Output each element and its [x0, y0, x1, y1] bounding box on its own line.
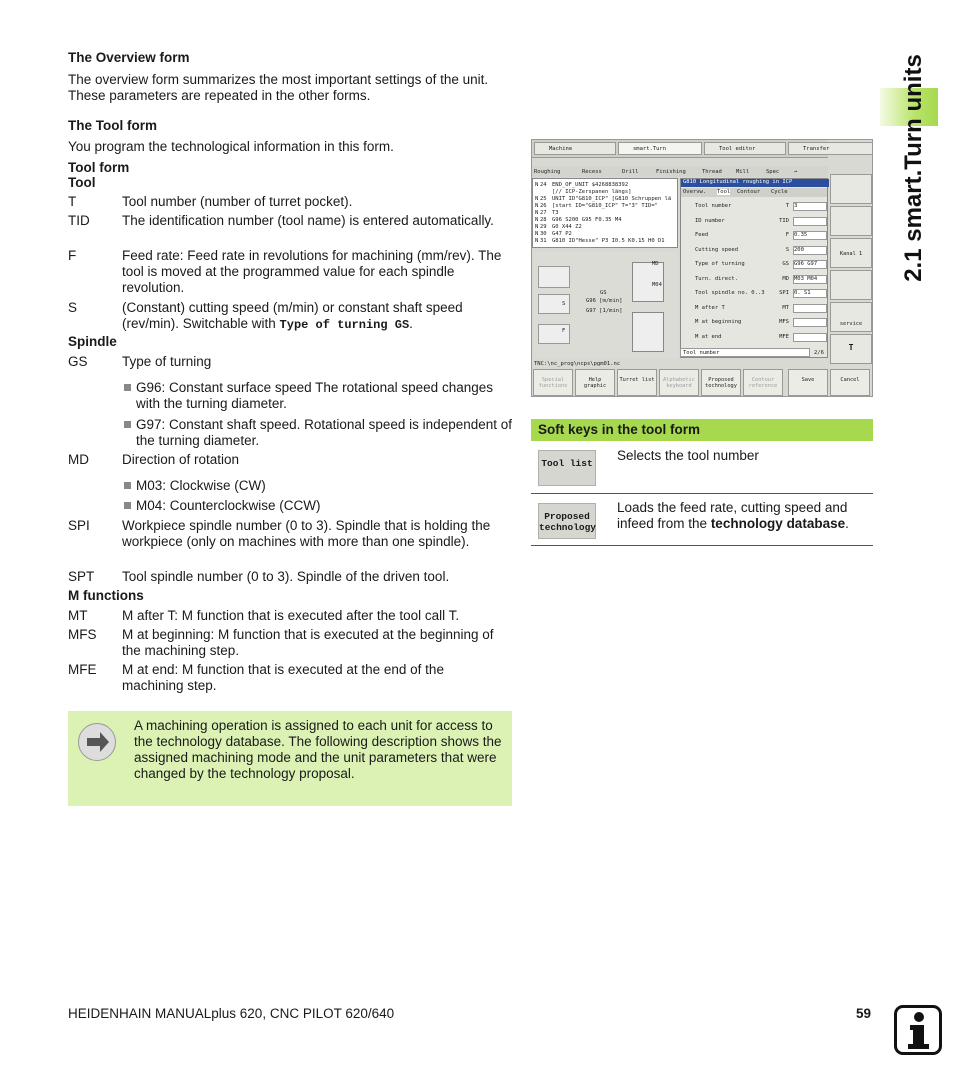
- program-line-part: G47 P2: [552, 231, 572, 237]
- param-desc: Workpiece spindle number (0 to 3). Spindle that is holding the workpiece (only on machines with more than one spindle).: [122, 518, 491, 549]
- program-line-part: 27: [540, 210, 547, 216]
- param-desc: Tool number (number of turret pocket).: [122, 194, 353, 209]
- bullet-g97: G97: Constant shaft speed. Rotational speed is independent of the turning diameter.: [122, 417, 512, 449]
- tab-smart-turn[interactable]: smart.Turn: [618, 142, 702, 155]
- param-desc: The identification number (tool name) is entered automatically.: [122, 213, 494, 228]
- form-field-input[interactable]: 0. S1: [793, 289, 827, 298]
- program-line-part: 30: [540, 231, 547, 237]
- proposed-technology-key: Proposed technology: [538, 503, 596, 539]
- bullet-m04: M04: Counterclockwise (CCW): [122, 498, 512, 514]
- menu-spec[interactable]: Spec: [766, 169, 780, 175]
- form-field-label: M at beginning: [695, 319, 742, 325]
- param-desc: Feed rate: Feed rate in revolutions for machining (mm/rev). The tool is moved at the programmed value for each spindle revolution.: [122, 248, 502, 295]
- program-line-part: 24: [540, 182, 547, 188]
- program-line-part: 28: [540, 217, 547, 223]
- tab-transfer[interactable]: Transfer: [788, 142, 873, 155]
- program-line[interactable]: [535, 224, 582, 230]
- unit-form: [680, 178, 828, 358]
- graphic-label: MD: [652, 261, 659, 267]
- graphic-label: G96 [m/min]: [586, 298, 623, 304]
- form-field-key: S: [785, 246, 789, 253]
- program-line-part: N: [535, 238, 539, 244]
- status-path: TNC:\nc_prog\ncps\pgm01.nc: [534, 361, 621, 367]
- form-field-key: GS: [782, 261, 789, 267]
- softkey-help-graphic[interactable]: Help graphic: [575, 369, 615, 396]
- form-title: G810 Longitudinal roughing in ICP: [681, 179, 829, 187]
- param-desc-text: (Constant) cutting speed (m/min) or constant shaft speed (rev/min). Switchable with: [122, 300, 463, 331]
- graphic-label: G97 [1/min]: [586, 308, 623, 314]
- tool-graphic: [538, 324, 570, 344]
- softkey-right-2[interactable]: [830, 206, 872, 236]
- program-line-part: G0 X44 Z2: [552, 224, 582, 230]
- form-field-label: Type of turning: [695, 261, 745, 267]
- program-line-part: END_OF_UNIT $4268838392: [552, 182, 629, 188]
- toolform-sub1: Tool form: [68, 160, 130, 175]
- form-field-label: Cutting speed: [695, 246, 739, 253]
- program-line[interactable]: [535, 231, 572, 237]
- menu-mill[interactable]: Mill: [736, 169, 750, 175]
- form-field-input[interactable]: 0.35: [793, 231, 827, 240]
- form-field-label: ID number: [695, 217, 725, 224]
- graphic-label: S: [562, 301, 566, 307]
- menu-thread[interactable]: Thread: [702, 169, 722, 175]
- form-field-label: Tool spindle no. 0..3: [695, 290, 765, 296]
- param-key: SPT: [68, 569, 95, 584]
- program-line[interactable]: [535, 238, 665, 244]
- softkey-special-functions[interactable]: Special functions: [533, 369, 573, 396]
- param-key: S: [68, 300, 78, 315]
- softkey-tool-icon[interactable]: T: [830, 334, 872, 364]
- form-tab-tool[interactable]: Tool: [717, 189, 731, 195]
- form-field-label: Turn. direct.: [695, 275, 739, 282]
- toolform-intro: You program the technological information in this form.: [68, 139, 394, 154]
- bullet-g96: G96: Constant surface speed The rotational speed changes with the turning diameter.: [122, 380, 512, 412]
- proposed-technology-desc: [617, 500, 872, 532]
- form-field-key: MT: [782, 304, 789, 311]
- form-field-key: T: [785, 203, 789, 209]
- program-line-part: N: [535, 231, 539, 237]
- param-desc: Tool spindle number (0 to 3). Spindle of the driven tool.: [122, 569, 450, 584]
- form-tab-contour[interactable]: Contour: [737, 189, 761, 195]
- program-line-part: UNIT ID"G810_ICP" [G810 Schruppen lä: [552, 196, 672, 202]
- form-field-input[interactable]: [793, 304, 827, 313]
- form-field-label: M after T: [695, 304, 725, 311]
- note-text: A machining operation is assigned to each unit for access to the technology database. The following description shows the assigned machining mode and the unit parameters that were changed by the technology proposal.: [134, 718, 502, 781]
- overview-text: The overview form summarizes the most important settings of the unit. These parameters are repeated in the other forms.: [68, 72, 489, 103]
- tab-machine[interactable]: Machine: [534, 142, 616, 155]
- graphic-label: M04: [652, 282, 662, 288]
- param-key: MFS: [68, 627, 97, 642]
- form-field-label: Tool number: [695, 203, 732, 209]
- form-field-input[interactable]: [793, 318, 827, 327]
- param-key: T: [68, 194, 77, 209]
- chapter-title-text: 2.1 smart.Turn units: [900, 53, 927, 282]
- tab-tool-editor[interactable]: Tool editor: [704, 142, 786, 155]
- program-line-part: G810 ID"Hesse" P3 I0.5 K0.15 H0 D1: [552, 238, 665, 244]
- program-line-part: N: [535, 210, 539, 216]
- arrow-right-icon: [78, 723, 116, 761]
- param-key: TID: [68, 213, 90, 228]
- param-key: MFE: [68, 662, 97, 677]
- softkey-contour-reference[interactable]: Contour reference: [743, 369, 783, 396]
- table-divider: [531, 493, 873, 494]
- bullet-m03: M03: Clockwise (CW): [122, 478, 512, 494]
- param-desc: Direction of rotation: [122, 452, 240, 467]
- softkey-turret-list[interactable]: Turret list: [617, 369, 657, 396]
- param-desc: M at end: M function that is executed at the end of the machining step.: [122, 662, 444, 693]
- program-line[interactable]: [535, 217, 622, 223]
- form-field-key: F: [785, 232, 789, 238]
- program-line-part: 31: [540, 238, 547, 244]
- param-key: SPI: [68, 518, 90, 533]
- form-tab-cycle[interactable]: Cycle: [771, 189, 788, 195]
- help-graphic-area: [534, 252, 678, 358]
- tool-graphic: [538, 266, 570, 288]
- program-line-part: 29: [540, 224, 547, 230]
- form-field-input[interactable]: M03 M04: [793, 275, 827, 284]
- program-line-part: T3: [552, 210, 559, 216]
- softkey-right-1[interactable]: [830, 174, 872, 204]
- param-desc: (Constant) cutting speed (m/min) or constant shaft speed (rev/min). Switchable with Type of turning GS.: [122, 300, 463, 332]
- toolform-heading: The Tool form: [68, 118, 157, 133]
- form-field-key: SPI: [779, 290, 789, 296]
- program-line[interactable]: [535, 210, 559, 216]
- param-desc: M after T: M function that is executed after the tool call T.: [122, 608, 460, 623]
- softkey-save[interactable]: Save: [788, 369, 828, 396]
- info-icon: [894, 1005, 942, 1055]
- program-line-part: N: [535, 224, 539, 230]
- form-field-label: Feed: [695, 232, 709, 238]
- status-field: Tool number: [683, 350, 720, 356]
- tool-list-key: Tool list: [538, 450, 596, 486]
- param-key: F: [68, 248, 77, 263]
- program-line-part: 25: [540, 196, 547, 202]
- desc-text: Loads the feed rate, cutting speed and infeed from the: [617, 500, 848, 531]
- menu-recess[interactable]: Recess: [582, 169, 602, 175]
- form-field-input[interactable]: G96 G97: [793, 260, 827, 269]
- program-line[interactable]: [535, 203, 658, 209]
- form-field-key: MFE: [779, 333, 789, 340]
- form-field-input[interactable]: 200: [793, 246, 827, 255]
- chapter-title: [902, 40, 926, 295]
- program-line[interactable]: [535, 189, 631, 195]
- param-desc: Type of turning: [122, 354, 212, 369]
- menu-finishing[interactable]: Finishing: [656, 169, 686, 175]
- menu-roughing[interactable]: Roughing: [534, 169, 561, 175]
- mfunctions-heading: M functions: [68, 588, 144, 603]
- program-line-part: N: [535, 196, 539, 202]
- form-tab-overview[interactable]: Overvw.: [683, 189, 707, 195]
- softkey-kanal[interactable]: Kanal 1: [830, 238, 872, 268]
- menu-more[interactable]: →: [794, 169, 798, 175]
- softkey-alphabetic-keyboard[interactable]: Alphabetic keyboard: [659, 369, 699, 396]
- tool-list-desc: Selects the tool number: [617, 448, 759, 463]
- graphic-label: F: [562, 328, 566, 334]
- form-field-key: MFS: [779, 319, 789, 325]
- spindle-graphic: [632, 312, 664, 352]
- screen-tabbar: [532, 140, 828, 158]
- desc-after: .: [845, 516, 849, 531]
- softkey-right-4[interactable]: [830, 270, 872, 300]
- program-line-part: G96 S200 G95 F0.35 M4: [552, 217, 622, 223]
- program-line[interactable]: [535, 182, 628, 188]
- param-key: MT: [68, 608, 88, 623]
- program-line-part: N: [535, 217, 539, 223]
- softkey-service[interactable]: service: [830, 302, 872, 332]
- param-key: MD: [68, 452, 89, 467]
- cnc-screenshot: [531, 139, 873, 397]
- graphic-label: GS: [600, 290, 607, 296]
- program-line-part: [start ID="G810_ICP" T="3" TID=": [552, 203, 658, 209]
- program-line-part: N: [535, 203, 539, 209]
- form-field-label: M at end: [695, 333, 722, 340]
- spindle-heading: Spindle: [68, 334, 117, 349]
- overview-heading: The Overview form: [68, 50, 190, 65]
- program-line[interactable]: [535, 196, 671, 202]
- softkeys-table-title: Soft keys in the tool form: [531, 419, 873, 441]
- program-line-part: [// ICP-Zerspanen längs]: [552, 189, 632, 195]
- program-listing: [532, 178, 678, 248]
- program-line-part: 26: [540, 203, 547, 209]
- menu-drill[interactable]: Drill: [622, 169, 639, 175]
- status-page: 2/6: [814, 350, 824, 356]
- softkey-cancel[interactable]: Cancel: [830, 369, 870, 396]
- program-line-part: N: [535, 182, 539, 188]
- form-field-input[interactable]: [793, 333, 827, 342]
- code-ref: Type of turning GS: [279, 318, 410, 332]
- param-desc: M at beginning: M function that is executed at the beginning of the machining step.: [122, 627, 494, 658]
- form-field-input[interactable]: [793, 217, 827, 226]
- screen-menubar: [532, 166, 828, 177]
- param-key: GS: [68, 354, 88, 369]
- form-field-key: MD: [782, 275, 789, 282]
- softkey-proposed-technology[interactable]: Proposed technology: [701, 369, 741, 396]
- table-divider: [531, 545, 873, 546]
- footer-text: HEIDENHAIN MANUALplus 620, CNC PILOT 620/640: [68, 1006, 395, 1021]
- desc-bold: technology database: [710, 516, 846, 531]
- form-field-key: TID: [779, 217, 789, 224]
- page-number: 59: [856, 1006, 872, 1021]
- toolform-sub2: Tool: [68, 175, 96, 190]
- form-field-input[interactable]: 3: [793, 202, 827, 211]
